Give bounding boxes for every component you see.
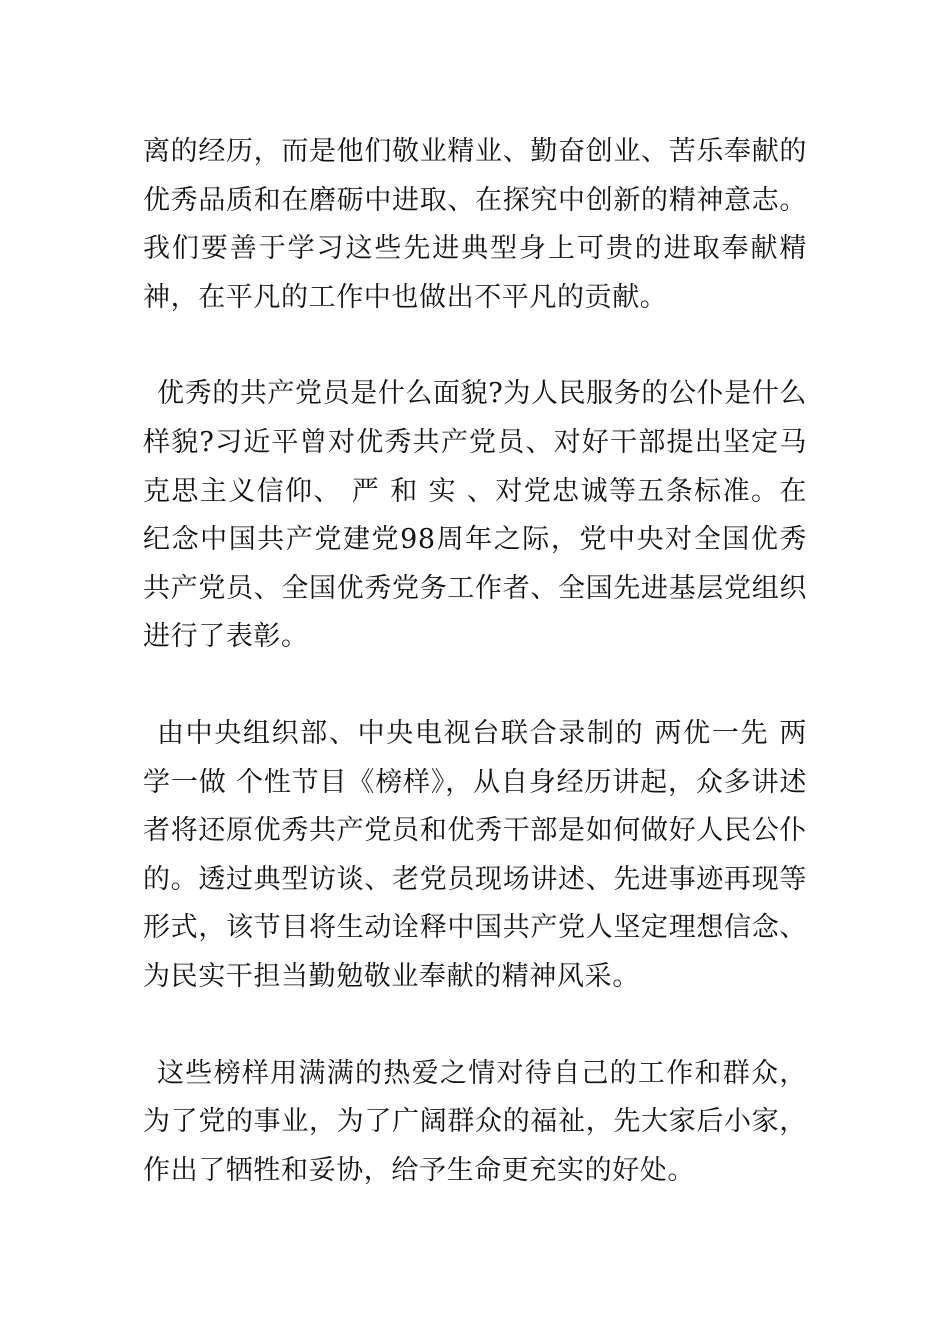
paragraph-1: 离的经历，而是他们敬业精业、勤奋创业、苦乐奉献的优秀品质和在磨砺中进取、在探究中创新的精神意志。我们要善于学习这些先进典型身上可贵的进取奉献精神，在平凡的工作中也做出不平凡的贡献。 [143, 136, 807, 313]
document-body [143, 128, 807, 1195]
paragraph-4: 这些榜样用满满的热爱之情对待自己的工作和群众，为了党的事业，为了广阔群众的福祉，先大家后小家，作出了牺牲和妥协，给予生命更充实的好处。 [143, 1057, 807, 1186]
paragraph-2: 优秀的共产党员是什么面貌?为人民服务的公仆是什么样貌?习近平曾对优秀共产党员、对好干部提出坚定马克思主义信仰、 严 和 实 、对党忠诚等五条标准。在纪念中国共产党建党98周年之际，党中央对全国优秀共产党员、全国优秀党务工作者、全国先进基层党组织进行了表彰。 [143, 378, 807, 653]
paragraph-3: 由中央组织部、中央电视台联合录制的 两优一先 两学一做 个性节目《榜样》，从自身经历讲起，众多讲述者将还原优秀共产党员和优秀干部是如何做好人民公仆的。透过典型访谈、老党员现场讲述、先进事迹再现等形式，该节目将生动诠释中国共产党人坚定理想信念、为民实干担当勤勉敬业奉献的精神风采。 [143, 717, 807, 992]
